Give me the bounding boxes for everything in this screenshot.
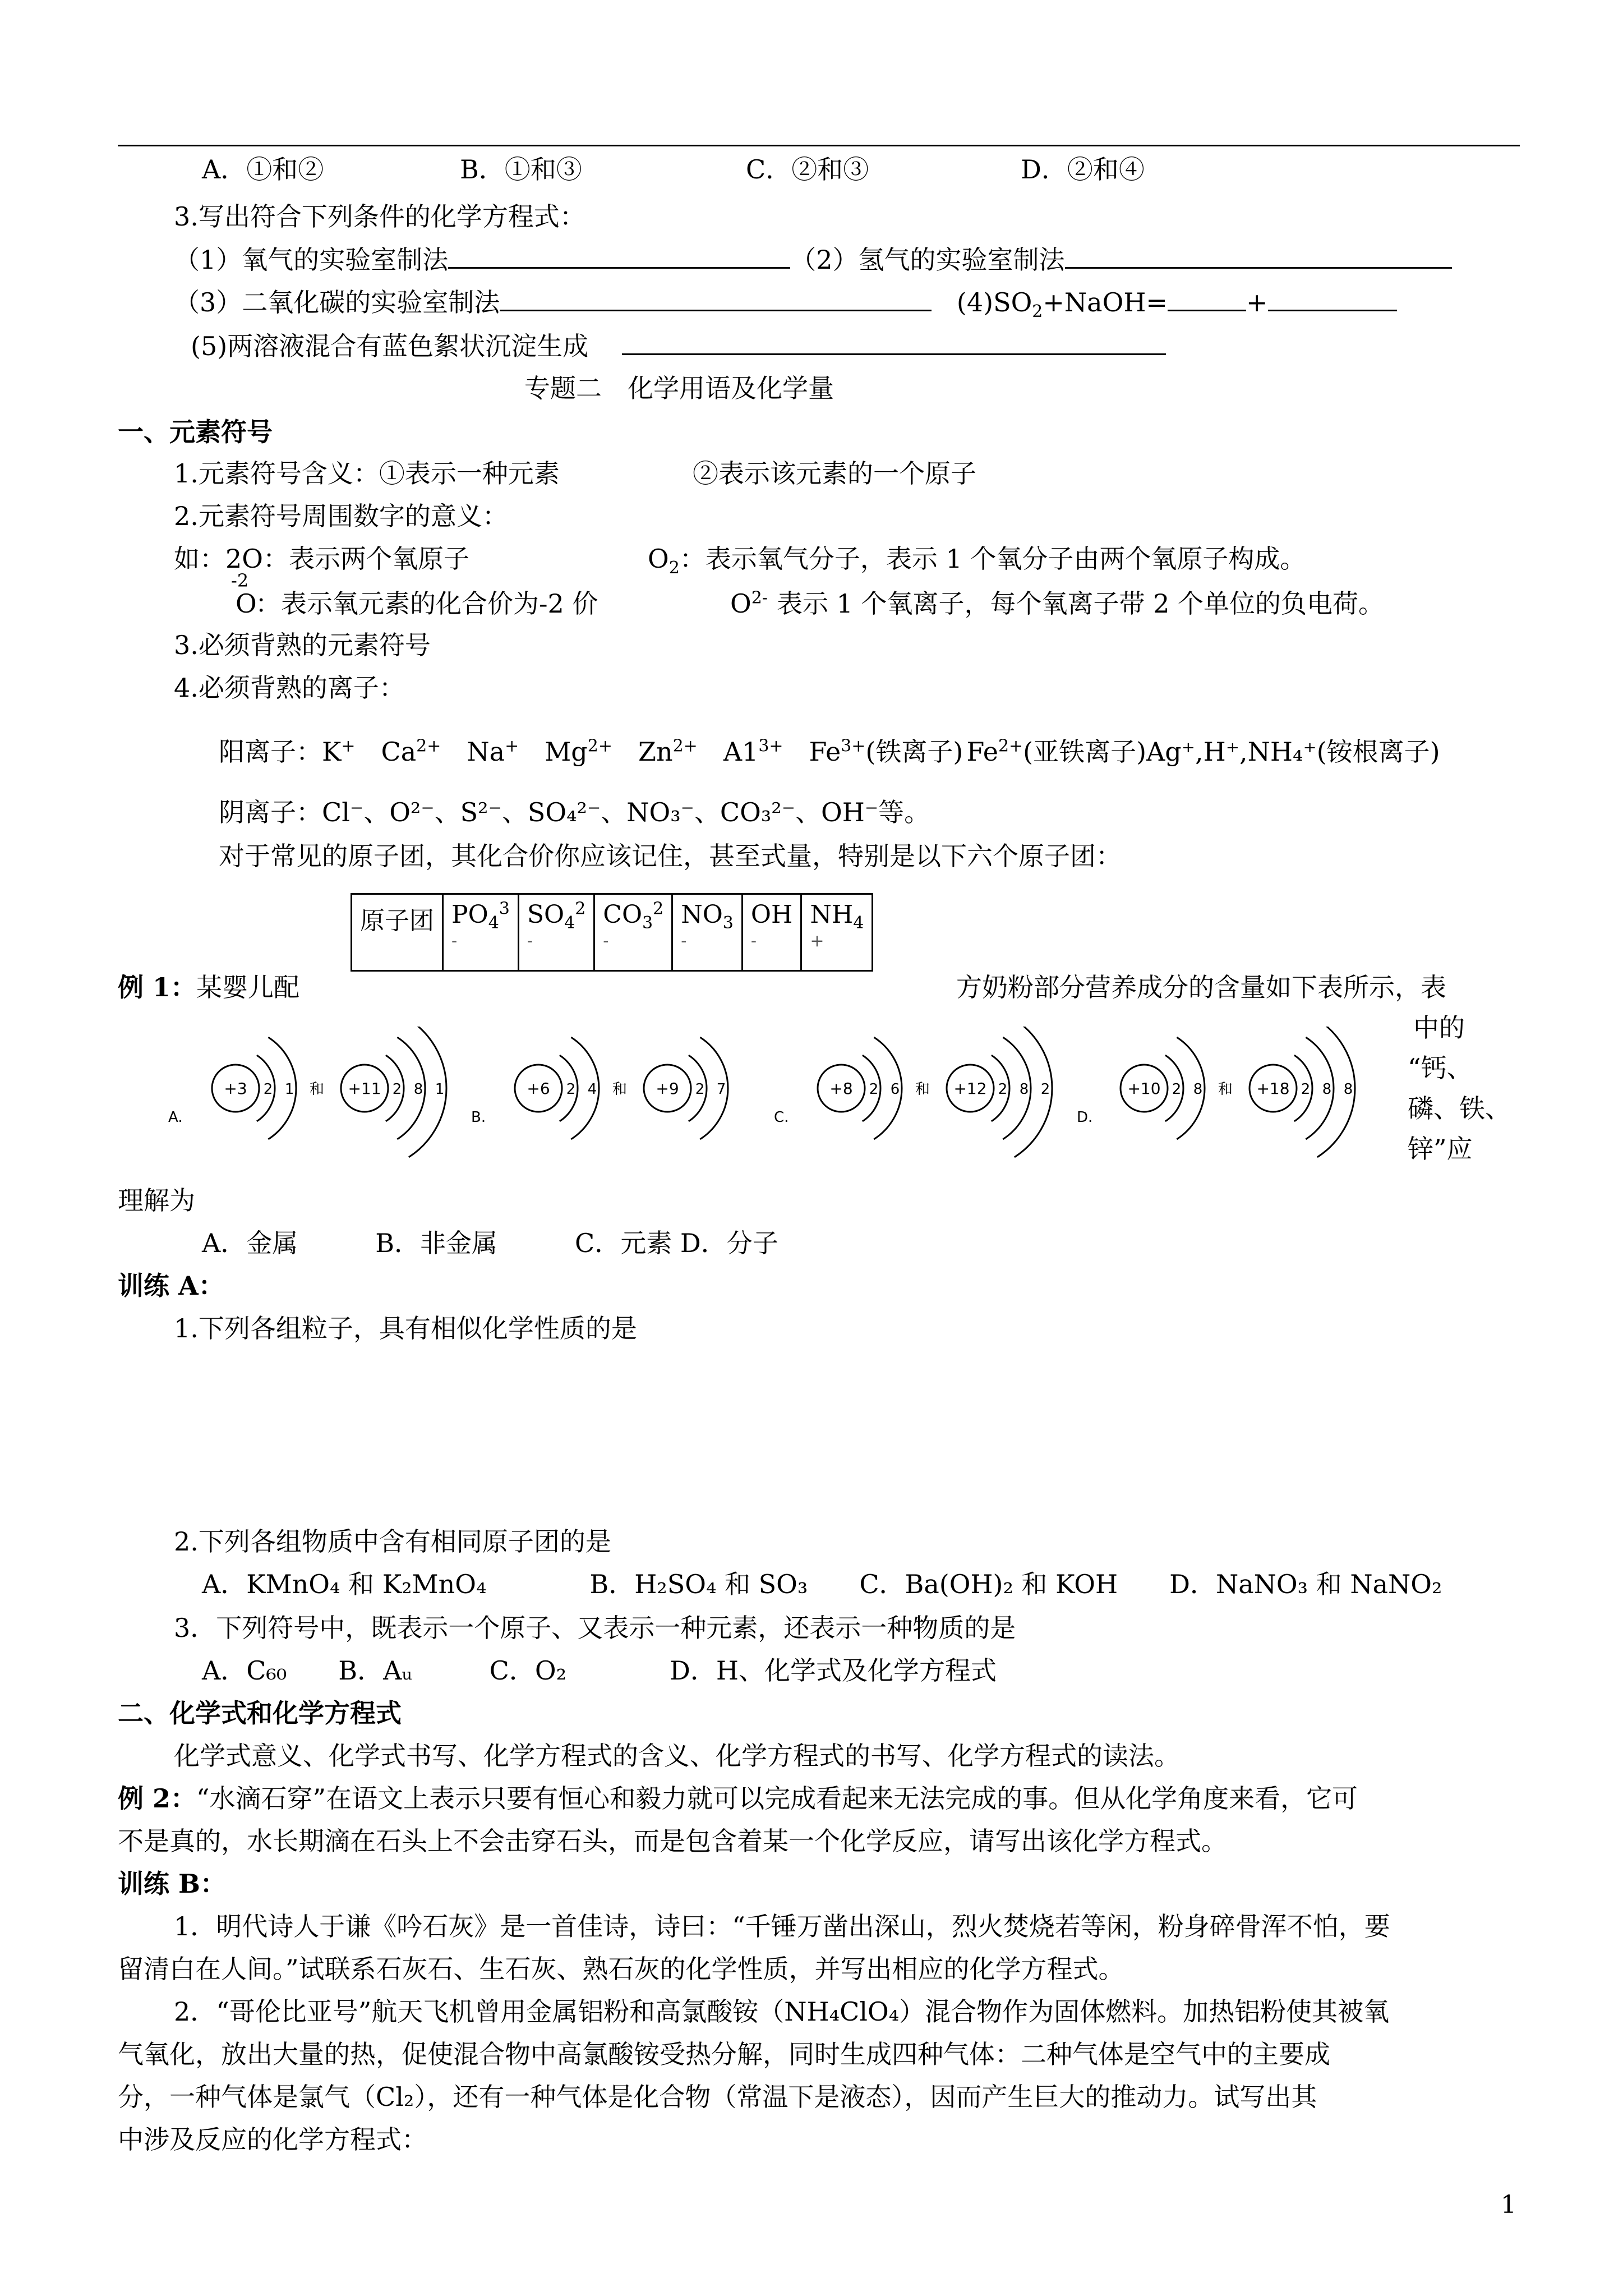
atom-diagram <box>212 1037 296 1139</box>
groups-intro: 对于常见的原子团，其化合价你应该记住，甚至式量，特别是以下六个原子团： <box>219 841 1122 871</box>
example-2-label: 例 2： <box>118 1783 197 1814</box>
nucleus-charge: +10 <box>1127 1079 1161 1098</box>
q3-item-3 <box>174 284 1397 322</box>
example-1-line <box>118 970 299 1004</box>
shell-electron-count: 2 <box>869 1081 879 1098</box>
q2-option-c: C．②和③ <box>746 154 869 185</box>
training-a-q2: 2.下列各组物质中含有相同原子团的是 <box>174 1526 611 1557</box>
anion-line <box>219 795 930 829</box>
section-2-intro: 化学式意义、化学式书写、化学方程式的含义、化学方程式的书写、化学方程式的读法。 <box>174 1741 1180 1771</box>
example-1-side-2: “钙、 <box>1408 1053 1473 1083</box>
anion-label: 阴离子： <box>219 797 322 827</box>
atom-diagram <box>515 1037 599 1139</box>
option-letter: B. <box>471 1109 486 1126</box>
atomic-groups-table <box>351 893 873 972</box>
training-b-q2-line-4: 中涉及反应的化学方程式： <box>118 2124 427 2155</box>
s1-example-2a: ：表示氧元素的化合价为-2 价 <box>255 588 598 619</box>
training-a-q1: 1.下列各组粒子，具有相似化学性质的是 <box>174 1313 637 1343</box>
answer-blank[interactable] <box>1065 241 1452 269</box>
training-a-q3: 3．下列符号中，既表示一个原子、又表示一种元素，还表示一种物质的是 <box>174 1613 1016 1643</box>
option-letter: A. <box>168 1109 183 1126</box>
shell-electron-count: 1 <box>284 1081 294 1098</box>
table-row <box>352 894 873 971</box>
training-a-q2-options: A．KMnO₄ 和 K₂MnO₄ B．H₂SO₄ 和 SO₃ C．Ba(OH)₂ 和 KOH D．NaNO₃ 和 NaNO₂ <box>202 1569 1442 1599</box>
cation-item: K+ <box>322 736 356 767</box>
q3-item-1 <box>174 241 1452 277</box>
q3-item-4-mid: +NaOH= <box>1043 287 1168 318</box>
shell-electron-count: 8 <box>1019 1081 1029 1098</box>
q3-item-1-text: （1）氧气的实验室制法 <box>174 245 449 275</box>
q2-option-d: D．②和④ <box>1021 154 1145 185</box>
training-a-heading: 训练 A： <box>118 1271 224 1301</box>
nucleus-charge: +9 <box>656 1079 679 1098</box>
q3-item-4-sub: 2 <box>1032 302 1043 322</box>
and-label: 和 <box>612 1081 628 1098</box>
s1-p4: 4.必须背熟的离子： <box>174 673 405 703</box>
shell-electron-count: 2 <box>1301 1081 1311 1098</box>
example-1-cont: 理解为 <box>118 1185 195 1216</box>
atom-diagram <box>818 1037 902 1139</box>
anion-list: Cl⁻、O²⁻、S²⁻、SO₄²⁻、NO₃⁻、CO₃²⁻、OH⁻等。 <box>322 797 930 827</box>
shell-electron-count: 2 <box>566 1081 576 1098</box>
section-1-heading: 一、元素符号 <box>118 417 273 447</box>
s1-example-1b <box>648 542 1306 576</box>
example-2-text-1: “水滴石穿”在语文上表示只要有恒心和毅力就可以完成看起来无法完成的事。但从化学角度来看，它可 <box>196 1783 1358 1814</box>
nucleus-charge: +3 <box>224 1079 247 1098</box>
shell-electron-count: 2 <box>1172 1081 1182 1098</box>
shell-electron-count: 2 <box>1040 1081 1050 1098</box>
example-1-side-4: 锌”应 <box>1408 1134 1473 1164</box>
shell-electron-count: 1 <box>435 1081 445 1098</box>
q3-item-5-text: (5)两溶液混合有蓝色絮状沉淀生成 <box>191 331 589 361</box>
training-b-q2-line-3: 分，一种气体是氯气（Cl₂），还有一种气体是化合物（常温下是液态），因而产生巨大的推动力。试写出其 <box>118 2082 1317 2112</box>
nucleus-charge: +6 <box>527 1079 550 1098</box>
cation-item: $Fe^{3+}$(铁离子) <box>809 736 963 767</box>
table-cell: OH - <box>742 894 801 971</box>
atom-option-group <box>1077 1027 1355 1157</box>
nucleus-charge: +11 <box>348 1079 381 1098</box>
q3-item-5 <box>191 328 1166 363</box>
atom-diagram <box>644 1037 728 1139</box>
cation-line <box>219 735 1444 769</box>
example-1-text-b: 方奶粉部分营养成分的含量如下表所示，表 <box>956 972 1446 1002</box>
table-header-cell: 原子团 <box>352 894 443 971</box>
and-label: 和 <box>1218 1081 1233 1098</box>
shell-electron-count: 8 <box>1193 1081 1203 1098</box>
s1-ex1b-el: O <box>648 544 669 574</box>
cation-list <box>322 737 1444 767</box>
option-letter: D. <box>1077 1109 1093 1126</box>
nucleus-charge: +8 <box>829 1079 853 1098</box>
table-cell: $NO_3$ - <box>672 894 743 971</box>
shell-electron-count: 8 <box>1343 1081 1353 1098</box>
shell-electron-count: 2 <box>263 1081 273 1098</box>
training-b-q1-line-2: 留清白在人间。”试联系石灰石、生石灰、熟石灰的化学性质，并写出相应的化学方程式。 <box>118 1954 1124 1984</box>
q3-item-4-plus: + <box>1246 287 1268 318</box>
q3-item-2-text: （2）氢气的实验室制法 <box>790 245 1065 275</box>
table-cell: $NH_4$ + <box>801 894 873 971</box>
atom-diagram <box>947 1027 1052 1157</box>
shell-electron-count: 2 <box>695 1081 705 1098</box>
atom-option-group <box>471 1037 728 1139</box>
shell-electron-count: 8 <box>1322 1081 1332 1098</box>
shell-electron-count: 7 <box>716 1081 726 1098</box>
shell-electron-count: 8 <box>413 1081 423 1098</box>
ion-element: O <box>730 588 751 619</box>
section-2-heading: 二、化学式和化学方程式 <box>118 1698 402 1728</box>
s1-p2: 2.元素符号周围数字的意义： <box>174 501 508 531</box>
shell-electron-count: 4 <box>587 1081 597 1098</box>
answer-blank[interactable] <box>1168 284 1246 311</box>
q3-item-3-text: （3）二氧化碳的实验室制法 <box>174 287 500 318</box>
s1-ex1b-rest: ：表示氧气分子，表示 1 个氧分子由两个氧原子构成。 <box>679 544 1306 574</box>
s1-example-1a: 如：2O：表示两个氧原子 <box>174 544 469 574</box>
example-1-side-1: 中的 <box>1413 1013 1465 1043</box>
q3-title: 3.写出符合下列条件的化学方程式： <box>174 201 585 232</box>
valence-element: O <box>236 588 257 619</box>
ion-symbol <box>730 587 768 620</box>
atom-structure-diagrams <box>163 1027 1385 1178</box>
atom-diagram <box>341 1027 446 1157</box>
s1-example-2b: 表示 1 个氧离子，每个氧离子带 2 个单位的负电荷。 <box>777 588 1385 619</box>
option-letter: C. <box>774 1109 789 1126</box>
s1-ex1b-sub: 2 <box>668 558 680 578</box>
q2-option-b: B．①和③ <box>460 154 582 185</box>
shell-electron-count: 2 <box>998 1081 1008 1098</box>
cation-item: Na+ <box>467 736 519 767</box>
s1-p3: 3.必须背熟的元素符号 <box>174 630 431 660</box>
cation-item: $Mg^{2+}$ <box>545 736 612 767</box>
answer-blank[interactable] <box>622 328 1166 355</box>
and-label: 和 <box>915 1081 930 1098</box>
q2-option-a: A．①和② <box>202 154 324 185</box>
example-2-line-2: 不是真的，水长期滴在石头上不会击穿石头，而是包含着某一个化学反应，请写出该化学方程式。 <box>118 1826 1227 1856</box>
cation-item: $Zn^{2+}$ <box>638 736 698 767</box>
q3-item-4-prefix: (4)SO <box>956 287 1032 318</box>
training-b-q2-line-1: 2．“哥伦比亚号”航天飞机曾用金属铝粉和高氯酸铵（NH₄ClO₄）混合物作为固体燃料。加热铝粉使其被氧 <box>174 1996 1390 2027</box>
training-a-q3-options: A．C₆₀ B．Aᵤ C．O₂ D．H、化学式及化学方程式 <box>202 1655 997 1686</box>
shell-electron-count: 6 <box>890 1081 900 1098</box>
training-b-q2-line-2: 气氧化，放出大量的热，促使混合物中高氯酸铵受热分解，同时生成四种气体：二种气体是空气中的主要成 <box>118 2039 1330 2069</box>
atom-diagram <box>1249 1027 1355 1157</box>
and-label: 和 <box>309 1081 325 1098</box>
page-number: 1 <box>1501 2191 1516 2219</box>
valence-label: -2 <box>231 570 249 591</box>
s1-p1b: ②表示该元素的一个原子 <box>693 458 976 489</box>
shell-electron-count: 2 <box>392 1081 402 1098</box>
example-2-line-1 <box>118 1782 1358 1815</box>
cation-item: $Ca^{2+}$ <box>381 736 441 767</box>
training-b-heading: 训练 B： <box>118 1869 226 1899</box>
s1-p1a: 1.元素符号含义：①表示一种元素 <box>174 458 560 489</box>
answer-blank[interactable] <box>448 241 790 269</box>
table-cell: $SO_4^2$ - <box>518 894 594 971</box>
cation-label: 阳离子： <box>219 737 322 767</box>
example-1-text-a: 某婴儿配 <box>196 972 300 1002</box>
nucleus-charge: +18 <box>1256 1079 1290 1098</box>
atom-option-group <box>168 1027 446 1157</box>
top-rule <box>118 145 1520 146</box>
training-b-q1-line-1: 1．明代诗人于谦《吟石灰》是一首佳诗，诗曰：“千锤万凿出深山，烈火焚烧若等闲，粉身碎骨浑不怕，要 <box>174 1911 1390 1941</box>
nucleus-charge: +12 <box>953 1079 987 1098</box>
example-1-side-3: 磷、铁、 <box>1408 1093 1511 1124</box>
ion-charge: 2- <box>751 588 768 608</box>
answer-blank[interactable] <box>500 284 932 311</box>
example-1-label: 例 1： <box>118 972 197 1002</box>
topic-title: 专题二 化学用语及化学量 <box>524 373 834 403</box>
atom-diagram <box>1121 1037 1205 1139</box>
answer-blank[interactable] <box>1268 284 1397 311</box>
cation-item: $A1^{3+}$ <box>723 736 783 767</box>
cation-item: $Fe^{2+}$(亚铁离子)Ag⁺,H⁺,NH₄⁺(铵根离子) <box>966 736 1440 767</box>
example-1-options: A．金属 B．非金属 C．元素 D．分子 <box>202 1228 778 1258</box>
table-cell: $CO_3^2$ - <box>594 894 672 971</box>
table-cell: $PO_4^3$ - <box>443 894 519 971</box>
atom-option-group <box>774 1027 1052 1157</box>
